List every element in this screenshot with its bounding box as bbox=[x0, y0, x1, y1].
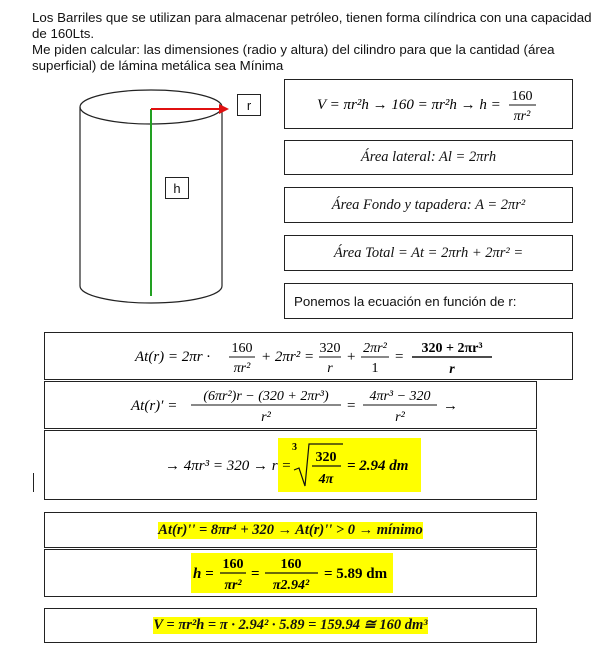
at-prime-formula bbox=[47, 382, 535, 428]
height-result-box bbox=[44, 549, 537, 597]
svg-text:V = πr²h → 160 = πr²h → h =: V = πr²h → 160 = πr²h → h = bbox=[316, 97, 501, 113]
svg-text:1: 1 bbox=[371, 361, 378, 376]
svg-text:+ 2πr² =: + 2πr² = bbox=[260, 349, 314, 365]
at-prime-box bbox=[44, 381, 537, 429]
svg-text:4πr³ − 320: 4πr³ − 320 bbox=[368, 389, 431, 404]
svg-text:r: r bbox=[448, 362, 455, 377]
function-of-r-box bbox=[284, 283, 573, 319]
svg-text:=: = bbox=[250, 566, 260, 582]
radius-arrow-head bbox=[219, 104, 229, 114]
svg-text:160: 160 bbox=[231, 341, 252, 356]
svg-text:4π: 4π bbox=[318, 472, 333, 487]
svg-text:=: = bbox=[346, 398, 355, 414]
cylinder-drawing bbox=[70, 88, 270, 313]
svg-text:2πr²: 2πr² bbox=[362, 341, 387, 356]
svg-text:At(r) = 2πr ·: At(r) = 2πr · bbox=[134, 349, 210, 365]
volume-check-formula: V = πr²h = π · 2.94² · 5.89 = 159.94 ≅ 160 dm³ bbox=[153, 617, 428, 633]
function-of-r-text: Ponemos la ecuación en función de r: bbox=[294, 293, 517, 309]
svg-text:πr²: πr² bbox=[233, 361, 250, 376]
second-derivative-formula: At(r)'' = 8πr⁴ + 320 → At(r)'' > 0 → mínimo bbox=[158, 521, 423, 538]
height-result-formula bbox=[47, 550, 535, 596]
svg-text:→: → bbox=[442, 398, 458, 414]
total-area-box bbox=[284, 235, 573, 271]
cylinder-diagram bbox=[70, 88, 270, 313]
at-r-formula bbox=[49, 333, 569, 379]
svg-text:π2.94²: π2.94² bbox=[272, 578, 309, 593]
problem-line-2: Me piden calcular: las dimensiones (radio y altura) del cilindro para que la cantidad (área superficial) de lámina metálica sea Mínima bbox=[32, 42, 555, 73]
svg-text:320 + 2πr³: 320 + 2πr³ bbox=[420, 341, 483, 356]
problem-line-1: Los Barriles que se utilizan para almacenar petróleo, tienen forma cilíndrica con una capacidad de 160Lts. bbox=[32, 10, 592, 41]
svg-text:r: r bbox=[326, 361, 333, 376]
lateral-area-formula: Área lateral: Al = 2πrh bbox=[360, 149, 497, 165]
svg-text:r²: r² bbox=[260, 410, 271, 425]
bottom-top-area-box bbox=[284, 187, 573, 223]
svg-text:r²: r² bbox=[394, 410, 405, 425]
svg-text:320: 320 bbox=[315, 450, 336, 465]
svg-text:πr²: πr² bbox=[513, 109, 530, 124]
volume-check-box bbox=[44, 608, 537, 643]
svg-text:3: 3 bbox=[291, 442, 297, 453]
svg-text:= 5.89 dm: = 5.89 dm bbox=[323, 566, 387, 582]
svg-text:πr²: πr² bbox=[223, 578, 242, 593]
radius-label: r bbox=[237, 94, 261, 116]
total-area-formula: Área Total = At = 2πrh + 2πr² = bbox=[333, 244, 524, 261]
svg-text:160: 160 bbox=[222, 557, 243, 572]
svg-text:=: = bbox=[394, 349, 403, 365]
at-r-box bbox=[44, 332, 573, 380]
solve-r-box bbox=[44, 430, 537, 500]
svg-text:= 2.94 dm: = 2.94 dm bbox=[346, 458, 408, 474]
volume-box bbox=[284, 79, 573, 129]
svg-text:(6πr²)r − (320 + 2πr³): (6πr²)r − (320 + 2πr³) bbox=[202, 389, 329, 404]
svg-text:160: 160 bbox=[280, 557, 301, 572]
problem-statement bbox=[32, 10, 592, 74]
svg-text:→ 4πr³ = 320 → r =: → 4πr³ = 320 → r = bbox=[164, 458, 291, 474]
text-cursor bbox=[33, 473, 34, 492]
svg-text:160: 160 bbox=[511, 89, 532, 104]
solve-r-formula bbox=[47, 432, 535, 498]
svg-text:h =: h = bbox=[192, 566, 214, 582]
height-label: h bbox=[165, 177, 189, 199]
second-derivative-box bbox=[44, 512, 537, 548]
svg-text:At(r)′ =: At(r)′ = bbox=[130, 398, 177, 414]
lateral-area-box bbox=[284, 140, 573, 175]
volume-formula bbox=[289, 81, 569, 127]
bottom-top-area-formula: Área Fondo y tapadera: A = 2πr² bbox=[331, 196, 526, 213]
svg-text:+: + bbox=[346, 349, 355, 365]
svg-text:320: 320 bbox=[319, 341, 340, 356]
